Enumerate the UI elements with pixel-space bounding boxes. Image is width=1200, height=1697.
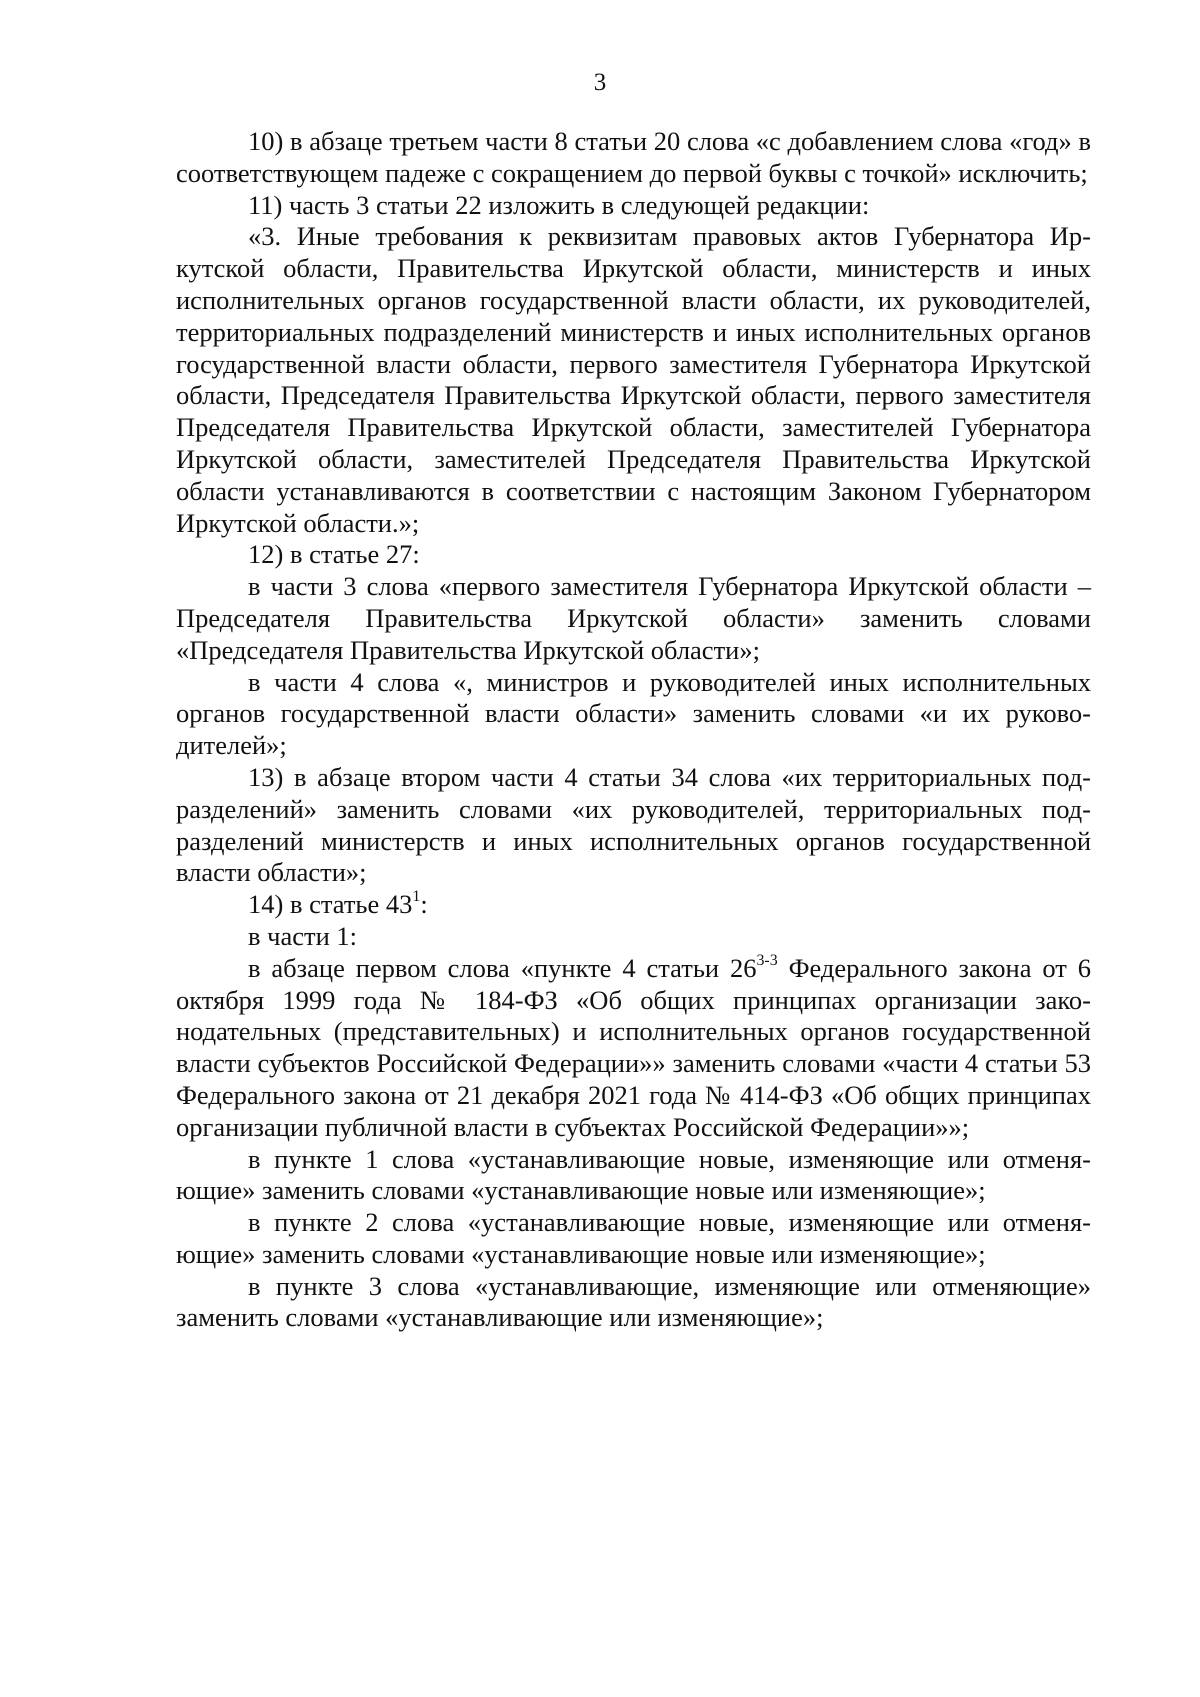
paragraph-part-1-label: в части 1: [248, 920, 357, 951]
document-body [176, 126, 1091, 1334]
paragraph-item-11: 11) часть 3 статьи 22 изложить в следующей редакции: [248, 189, 870, 220]
abzac-text-before: в абзаце первом слова «пункте 4 статьи 26 [248, 952, 757, 983]
paragraph-part-3-amendment: в части 3 слова «первого заместителя Губернатора Иркутской области – Председателя Правительства Иркутской области» заменить словами «Председателя Правительства Иркутской области»; [176, 571, 1091, 665]
paragraph-item-10: 10) в абзаце третьем части 8 статьи 20 слова «с добавлением слова «год» в соответствующем падеже с сокращением до первой буквы с точкой» исключить; [176, 126, 1091, 188]
paragraph-part-4-amendment: в части 4 слова «, министров и руководителей иных исполнительных органов государственной власти области» заменить словами «и их руководителей»; [176, 666, 1091, 761]
paragraph-item-14 [176, 889, 1091, 921]
item-14-suffix: : [420, 889, 428, 920]
item-14-text: 14) в статье 43 [248, 889, 413, 920]
abzac-text-after: Федерального закона от 6 октября 1999 года № 184-ФЗ «Об общих принципах организации законодательных (представительных) и исполнительных органов государственной власти субъектов Российской Федерации»» заменить словами «части 4 статьи 53 Федерального закона от 21 декабря 2021 года № 414-ФЗ «Об общих принципах организации публичной власти в субъектах Российской Федерации»»; [176, 952, 1091, 1142]
page-number: 3 [593, 69, 607, 96]
superscript: 1 [412, 888, 421, 906]
paragraph-point-3: в пункте 3 слова «устанавливающие, изменяющие или отменяющие» заменить словами «устанавливающие или изменяющие»; [176, 1270, 1091, 1333]
paragraph-point-2: в пункте 2 слова «устанавливающие новые, изменяющие или отменяющие» заменить словами «устанавливающие новые или изменяющие»; [176, 1207, 1091, 1269]
paragraph-item-13: 13) в абзаце втором части 4 статьи 34 слова «их территориальных подразделений» заменить словами «их руководителей, территориальных подразделений министерств и иных исполнительных органов государственной власти области»; [176, 761, 1091, 888]
paragraph-first-abzac [176, 953, 1091, 1144]
superscript: 3-3 [756, 951, 778, 969]
paragraph-item-12: 12) в статье 27: [248, 539, 420, 570]
paragraph-point-1: в пункте 1 слова «устанавливающие новые, изменяющие или отменяющие» заменить словами «устанавливающие новые или изменяющие»; [176, 1143, 1091, 1206]
paragraph-new-text-part-3: «3. Иные требования к реквизитам правовых актов Губернатора Иркутской области, Правительства Иркутской области, министерств и иных исполнительных органов государственной власти области, их руководителей, территориальных подразделений министерств и иных исполнительных органов государственной власти области, первого заместителя Губернатора Иркутской области, Председателя Правительства Иркутской области, первого заместителя Председателя Правительства Иркутской области, заместителей Губернатора Иркутской области, заместителей Председателя Правительства Иркутской области устанавливаются в соответствии с настоящим Законом Губернатором Иркутской области.»; [176, 221, 1091, 538]
